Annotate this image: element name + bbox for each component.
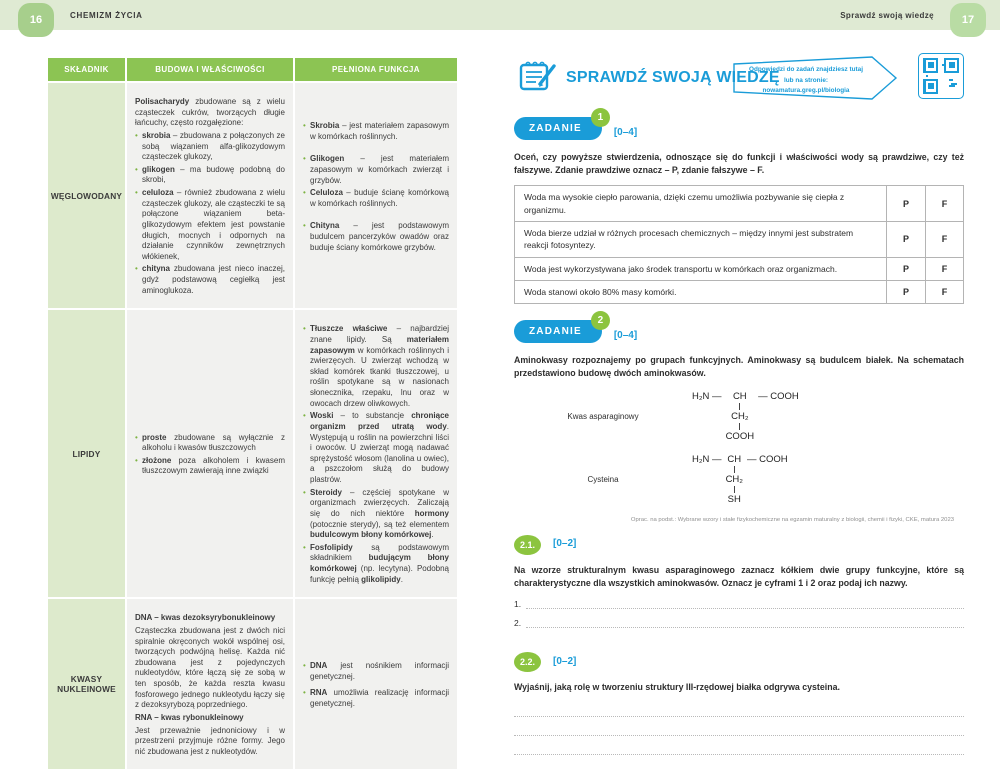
- chem-right-group: — COOH: [746, 453, 788, 465]
- answer-line[interactable]: [514, 706, 964, 717]
- page-right: [500, 30, 1000, 769]
- bullet-icon: •: [303, 324, 306, 334]
- cell-weglowodany-budowa: [127, 83, 293, 308]
- bullet-icon: •: [303, 542, 306, 552]
- chem-label: Kwas asparaginowy: [567, 411, 639, 421]
- answer-line-number: 1.: [514, 599, 522, 609]
- page-number-left: 16: [18, 3, 54, 37]
- task1-points: [0–4]: [613, 127, 638, 138]
- answers-note-text: [740, 65, 872, 97]
- table-text-item: • glikogen – ma budowę podobną do skrobi,: [135, 164, 285, 185]
- choice-f-3[interactable]: F: [925, 258, 963, 280]
- statement-text: Woda bierze udział w różnych procesach chemicznych – między innymi jest substratem reakcji fotosyntezy.: [515, 222, 887, 257]
- amino-acid-diagrams: [514, 391, 964, 505]
- chapter-title: CHEMIZM ŻYCIA: [70, 11, 143, 20]
- cell-weglowodany-funkcja: [295, 83, 457, 308]
- task2-number: 2: [591, 311, 610, 330]
- bond-line: [739, 403, 740, 410]
- chem-terminal-group: SH: [727, 493, 741, 505]
- qr-pattern: [923, 58, 959, 94]
- dotted-write-line[interactable]: [514, 744, 964, 755]
- dotted-write-line[interactable]: [514, 725, 964, 736]
- qr-code[interactable]: [918, 53, 964, 99]
- chem-left-group: H₂N —: [692, 453, 722, 465]
- task1-header: [514, 112, 964, 140]
- bullet-icon: •: [135, 264, 138, 274]
- table-row: [515, 280, 963, 303]
- col-header-skladnik: SKŁADNIK: [48, 58, 125, 81]
- dotted-write-line[interactable]: [526, 598, 964, 609]
- subtask-2-2-badge: 2.2.: [514, 652, 541, 672]
- bullet-icon: •: [303, 411, 306, 421]
- col-header-budowa: BUDOWA I WŁAŚCIWOŚCI: [127, 58, 293, 81]
- answers-note-line2: lub na stronie: nowamatura.greg.pl/biologia: [762, 76, 850, 95]
- bullet-icon: •: [303, 487, 306, 497]
- choice-p-1[interactable]: P: [902, 198, 909, 209]
- bond-line: [734, 486, 735, 493]
- table-text-item: • Steroidy – częściej spotykane w organizmach zwierzęcych. Zaliczają się do nich niektóre hormony (potocznie sterydy), są też elementem budulcowym błony komórkowej.: [303, 487, 449, 540]
- chem-label: Cysteina: [587, 474, 619, 484]
- choice-p-2[interactable]: P: [902, 234, 909, 245]
- table-text-item: DNA – kwas dezoksyrybonukleinowy: [135, 613, 276, 623]
- chem-formula: [692, 454, 788, 505]
- chem-terminal-group: COOH: [725, 430, 755, 442]
- subtask-2-2-instruction: Wyjaśnij, jaką rolę w tworzeniu struktury III-rzędowej białka odgrywa cysteina.: [514, 682, 840, 692]
- notepad-pencil-icon: [518, 57, 558, 93]
- subtask-2-1-points: [0–2]: [553, 538, 577, 550]
- choice-p-4[interactable]: P: [902, 287, 909, 298]
- bullet-icon: •: [135, 432, 138, 442]
- task2-badge-label: ZADANIE: [529, 326, 582, 338]
- cell-lipidy-budowa: [127, 310, 293, 597]
- bond-line: [734, 466, 735, 473]
- check-knowledge-header: [514, 53, 964, 111]
- chem-alpha-carbon: CH: [732, 390, 747, 402]
- page-header-bar: [0, 0, 1000, 30]
- components-table: [48, 58, 455, 769]
- bullet-icon: •: [303, 661, 306, 671]
- subtask-2-2-header: [514, 652, 964, 672]
- table-text-item: Polisacharydy zbudowane są z wielu cząsteczek cukrów, tworzących długie łańcuchy, często rozgałęzione:: [135, 97, 285, 128]
- table-text-item: • Fosfolipidy są podstawowym składnikiem budującym błony komórkowej (np. lecytyna). Podobną funkcję pełnią glikolipidy.: [303, 542, 449, 584]
- table-text-item: • Woski – to substancje chroniące organizm przed utratą wody. Występują u roślin na powierzchni liści i owoców. U zwierząt mogą nadawać sprężystość włosom (lanolina u owiec), a pszczołom służą do budowy plastrów.: [303, 411, 449, 484]
- answers-note-arrow: [732, 55, 898, 101]
- dotted-write-line[interactable]: [514, 706, 964, 717]
- table-text-item: • RNA umożliwia realizację informacji genetycznej.: [303, 688, 449, 708]
- bullet-icon: •: [135, 188, 138, 197]
- task2-badge: [514, 315, 604, 343]
- choice-p-3[interactable]: P: [902, 263, 909, 274]
- chem-left-group: H₂N —: [692, 390, 722, 402]
- page-left: [0, 30, 500, 769]
- chem-right-group: — COOH: [758, 390, 799, 402]
- task2-points: [0–4]: [613, 330, 638, 342]
- answer-line-2[interactable]: [514, 617, 964, 628]
- dotted-write-line[interactable]: [526, 617, 964, 628]
- bullet-icon: •: [303, 221, 306, 231]
- choice-f-4[interactable]: F: [925, 281, 963, 303]
- chem-structure-cysteine: [514, 454, 964, 505]
- chem-alpha-carbon: CH: [727, 453, 742, 465]
- choice-f-2[interactable]: F: [925, 222, 963, 257]
- row-label-kwasy-nukleinowe: KWASY NUKLEINOWE: [48, 599, 125, 769]
- true-false-table: [514, 185, 964, 304]
- subtask-2-2-points: [0–2]: [553, 655, 577, 667]
- task2-header: [514, 315, 964, 343]
- bond-line: [739, 423, 740, 430]
- table-text-item: • DNA jest nośnikiem informacji genetycznej.: [303, 661, 449, 681]
- table-text-item: • Chityna – jest podstawowym budulcem pancerzyków owadów oraz buduje ściany komórkowe grzybów.: [303, 221, 449, 252]
- table-text-item: • Glikogen – jest materiałem zapasowym w komórkach zwierząt i grzybów.: [303, 154, 449, 185]
- subtask-2-1-header: [514, 535, 964, 555]
- bullet-icon: •: [303, 154, 306, 164]
- table-text-item: • celuloza – również zbudowana z wielu cząsteczek glukozy, ale cząsteczki te są połączone wiązaniem beta-glikozydowym efektem jest powstanie długich, mocnych i odpornych na działanie czynników zewnętrznych włókienek,: [135, 188, 285, 261]
- table-text-item: • chityna zbudowana jest nieco inaczej, gdyż podstawową cegiełką jest aminoglukoza.: [135, 264, 285, 295]
- col-header-funkcja: PEŁNIONA FUNKCJA: [295, 58, 457, 81]
- choice-f-1[interactable]: F: [925, 186, 963, 221]
- bullet-icon: •: [135, 164, 138, 174]
- table-text-item: • proste zbudowane są wyłącznie z alkoholu i kwasów tłuszczowych: [135, 432, 285, 453]
- check-knowledge-title: SPRAWDŹ SWOJĄ WIEDZĘ: [566, 69, 780, 86]
- cell-lipidy-funkcja: [295, 310, 457, 597]
- bullet-icon: •: [303, 121, 306, 130]
- cell-kwasy-funkcja: [295, 599, 457, 769]
- chem-side-group: CH₂: [725, 473, 743, 485]
- table-text-item: Cząsteczka zbudowana jest z dwóch nici spiralnie okręconych wokół wspólnej osi, tworzących podwójną helisę. Każda nić zbudowana jest z pojedynczych nukleotydów, które łączą się ze sobą w ten sposób, że każda reszta kwasu fosforowego jednego nukleotydu łączy się z dezoksyrybozą poprzedniego.: [135, 625, 285, 710]
- table-row: [515, 257, 963, 280]
- answer-line[interactable]: [514, 725, 964, 736]
- answer-line[interactable]: [514, 744, 964, 755]
- table-text-item: Jest przeważnie jednoniciowy i w przestrzeni przyjmuje różne formy. Jego nić zbudowana jest z nukleotydów.: [135, 725, 285, 756]
- task1-instruction: Oceń, czy powyższe stwierdzenia, odnoszące się do funkcji i właściwości wody są prawdziwe, czy też fałszywe. Zdanie prawdziwe oznacz – P, zdanie fałszywe – F.: [514, 152, 964, 176]
- subtask-2-1-instruction: Na wzorze strukturalnym kwasu asparaginowego zaznacz kółkiem dwie grupy funkcyjne, które są charakterystyczne dla wszystkich aminokwasów. Oznacz je cyframi 1 i 2 oraz podaj ich nazwy.: [514, 564, 964, 588]
- bullet-icon: •: [303, 688, 306, 698]
- chem-side-group: CH₂: [731, 410, 749, 422]
- table-row: [515, 221, 963, 257]
- table-text-item: • skrobia – zbudowana z połączonych ze sobą wiązaniem alfa-glikozydowym cząsteczek glukozy,: [135, 130, 285, 162]
- task1-badge-label: ZADANIE: [529, 123, 582, 134]
- answers-note-line1: Odpowiedzi do zadań znajdziesz tutaj: [749, 66, 863, 73]
- section-title-right: Sprawdź swoją wiedzę: [840, 11, 934, 20]
- task1-badge: [514, 112, 604, 140]
- row-label-weglowodany: WĘGLOWODANY: [48, 83, 125, 308]
- table-text-item: • złożone poza alkoholem i kwasem tłuszczowym zawierają inne związki: [135, 455, 285, 476]
- page-number-right: 17: [950, 3, 986, 37]
- bullet-icon: •: [135, 455, 138, 465]
- table-text-item: • Celuloza – buduje ścianę komórkową w komórkach roślinnych.: [303, 188, 449, 208]
- answer-line-number: 2.: [514, 618, 522, 628]
- subtask-2-1-badge: 2.1.: [514, 535, 541, 555]
- chem-structure-aspartic: [514, 391, 964, 442]
- row-label-lipidy: LIPIDY: [48, 310, 125, 597]
- table-text-item: • Tłuszcze właściwe – najbardziej znane lipidy. Są materiałem zapasowym w komórkach roślinnych i zwierzęcych. U zwierząt wchodzą w skład komórek tkanki tłuszczowej, u roślin spotykane są w nasionach słonecznika, rzepaku, lnu oraz w owocach drzew oliwkowych.: [303, 324, 449, 408]
- statement-text: Woda ma wysokie ciepło parowania, dzięki czemu umożliwia pozbywanie się ciepła z organizmu.: [515, 186, 887, 221]
- chem-formula: [692, 391, 799, 442]
- source-caption: Oprac. na podst.: Wybrane wzory i stałe fizykochemiczne na egzamin maturalny z biologii, chemii i fizyki, CKE, matura 2023: [630, 516, 954, 523]
- task2-instruction: Aminokwasy rozpoznajemy po grupach funkcyjnych. Aminokwasy są budulcem białek. Na schematach przedstawiono budowę dwóch aminokwasów.: [514, 355, 964, 379]
- bullet-icon: •: [303, 188, 306, 198]
- statement-text: Woda stanowi około 80% masy komórki.: [515, 281, 887, 303]
- statement-text: Woda jest wykorzystywana jako środek transportu w komórkach oraz organizmach.: [515, 258, 887, 280]
- table-text-item: RNA – kwas rybonukleinowy: [135, 712, 244, 722]
- table-text-item: • Skrobia – jest materiałem zapasowym w komórkach roślinnych.: [303, 121, 449, 141]
- task1-number: 1: [591, 108, 610, 127]
- answer-line-1[interactable]: [514, 598, 964, 609]
- table-row: [515, 186, 963, 221]
- cell-kwasy-budowa: [127, 599, 293, 769]
- bullet-icon: •: [135, 130, 138, 140]
